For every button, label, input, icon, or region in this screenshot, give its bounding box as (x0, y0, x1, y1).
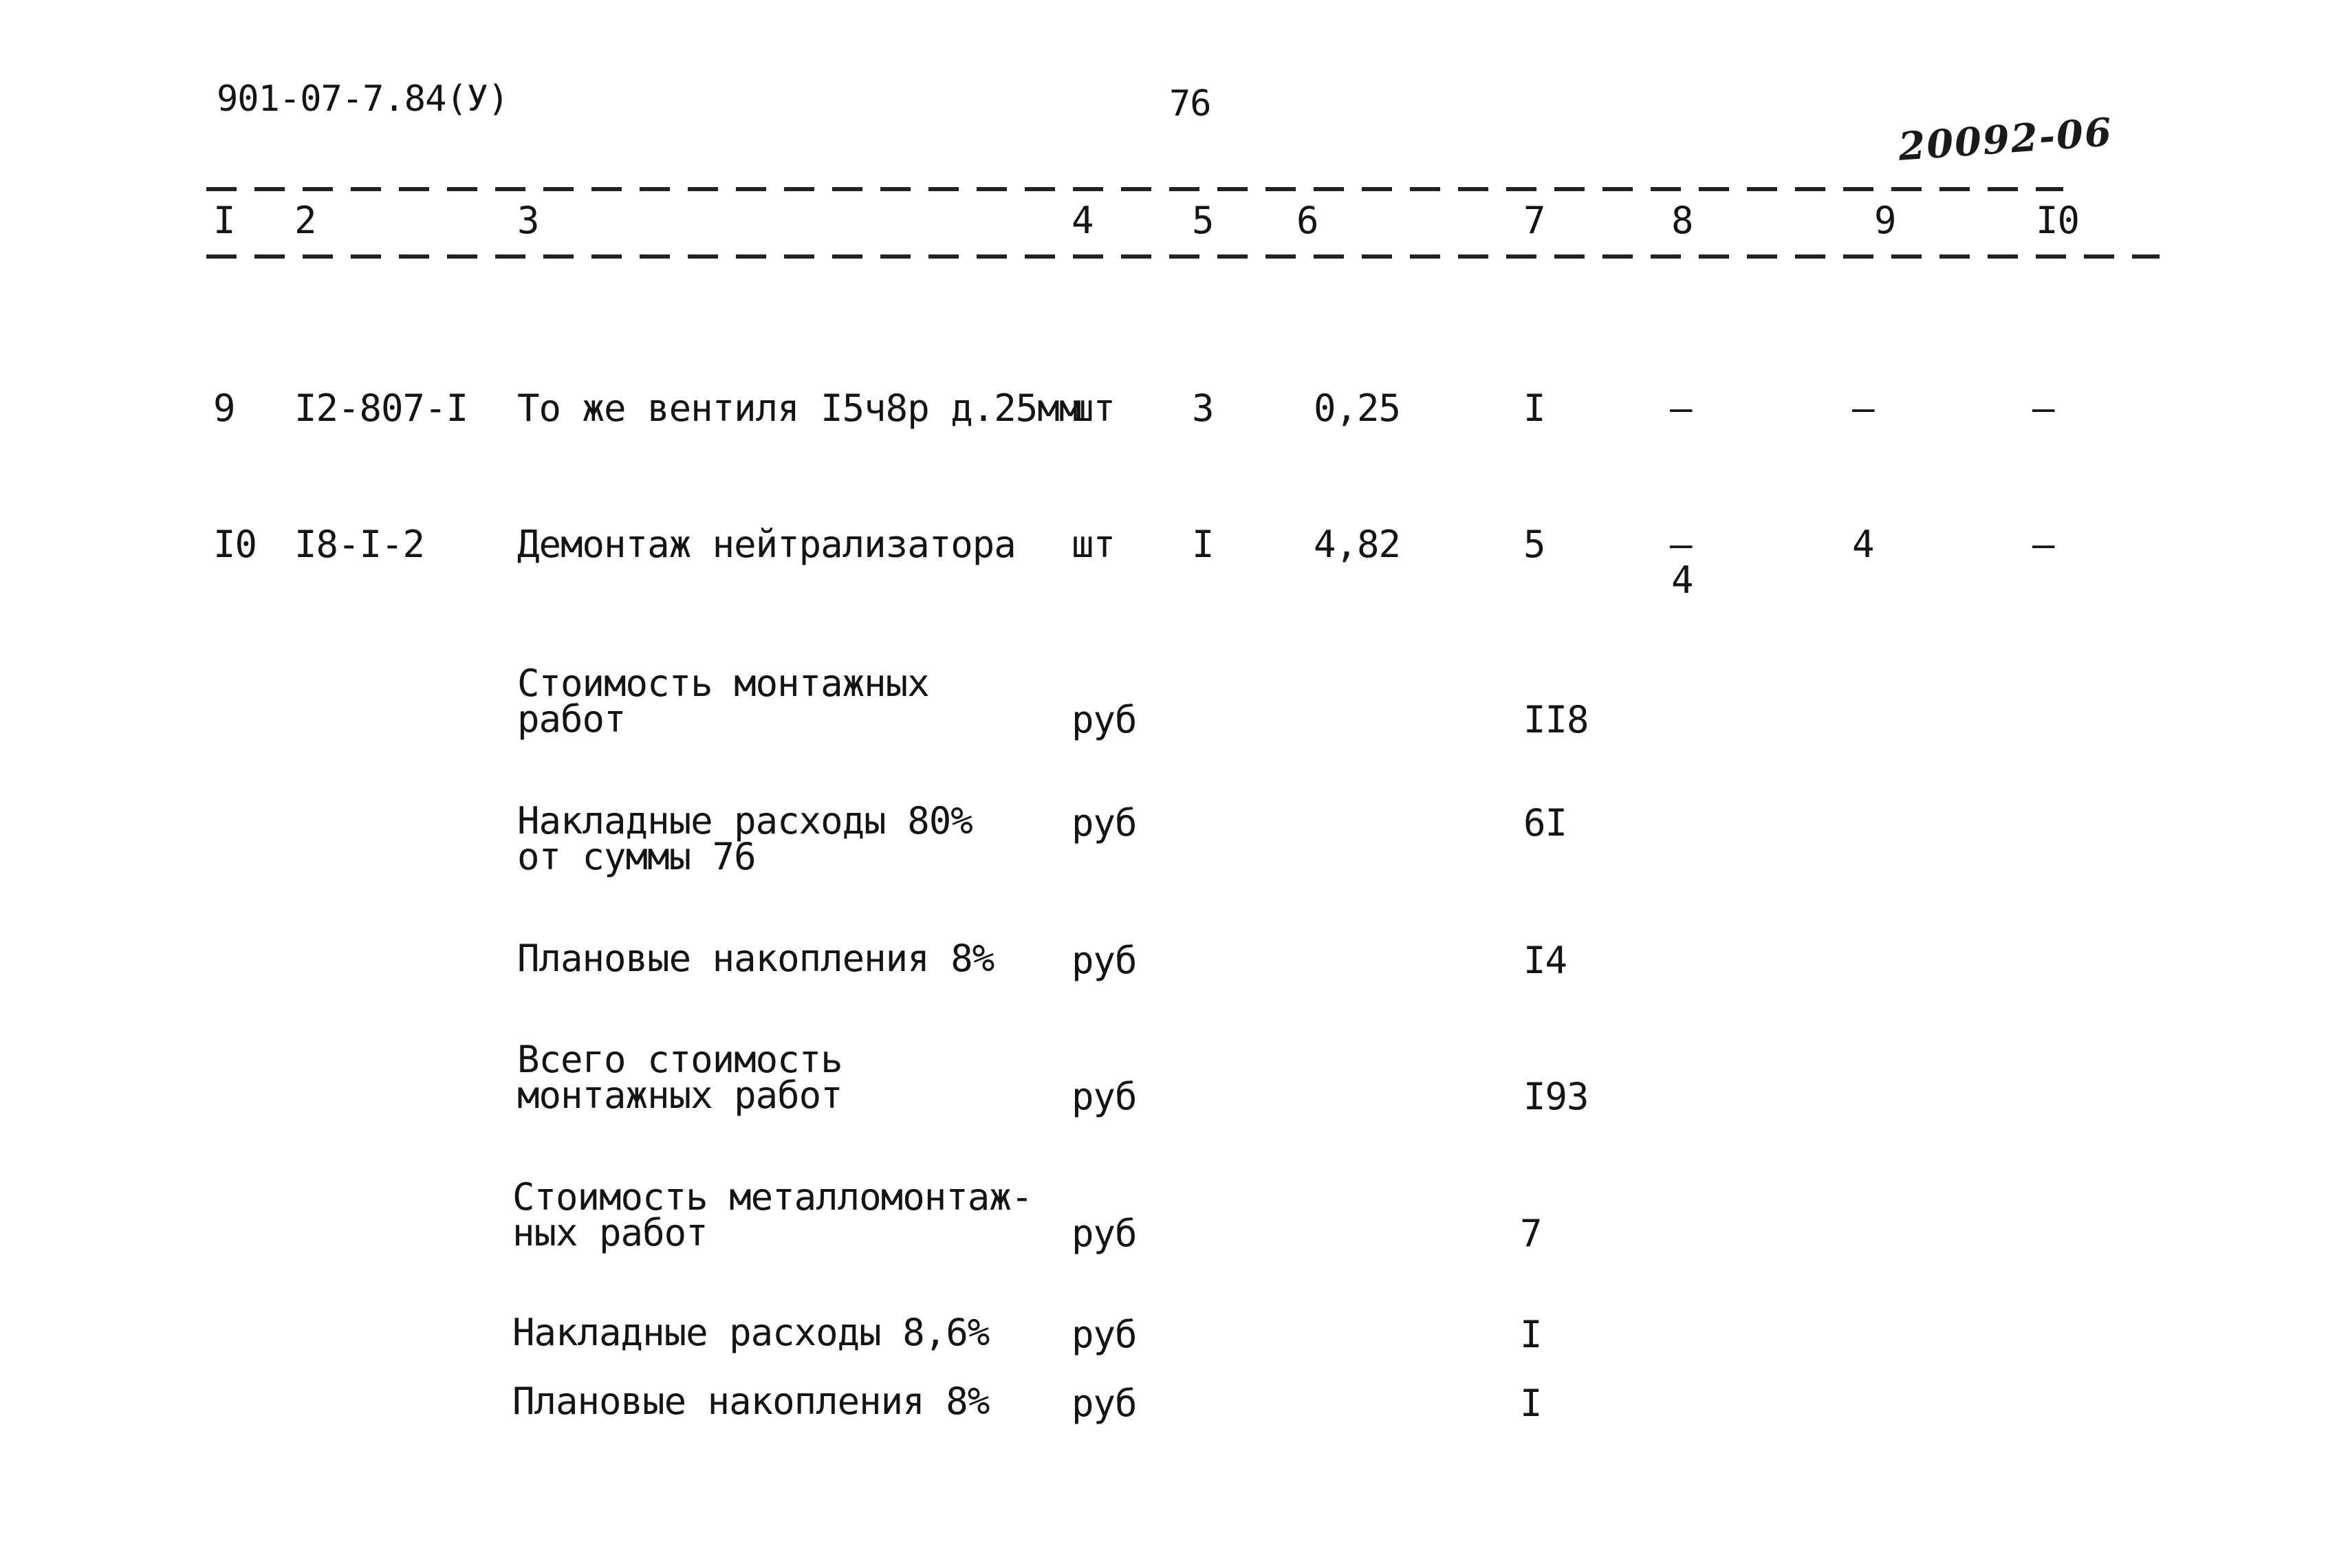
row-quantity: I (1192, 523, 1214, 566)
col-header-2: 2 (294, 199, 316, 242)
summary-label: Накладные расходы 8,6% (512, 1311, 990, 1354)
summary-label: Плановые накопления 8% (512, 1380, 990, 1423)
row-col6: 4,82 (1314, 523, 1401, 566)
row-col6: 0,25 (1314, 386, 1401, 430)
row-col9: 4 (1852, 523, 1874, 566)
row-col9: – (1852, 386, 1874, 430)
summary-label: Накладные расходы 80% от суммы 76 (517, 799, 972, 878)
col-header-10: I0 (2036, 199, 2080, 242)
row-description: То же вентиля I5ч8р д.25мм (517, 386, 1081, 430)
summary-unit: руб (1072, 698, 1137, 741)
handwritten-number: 20092-06 (1897, 109, 2114, 170)
summary-label: Стоимость монтажных работ (517, 662, 929, 741)
row-number: 9 (213, 386, 235, 430)
summary-label: Плановые накопления 8% (517, 937, 994, 980)
summary-value: I (1520, 1313, 1542, 1356)
col-header-5: 5 (1192, 199, 1214, 242)
row-col8: – (1670, 523, 1692, 566)
header-top-rule (206, 187, 2063, 191)
row-description: Демонтаж нейтрализатора (517, 523, 1016, 566)
page-number: 76 (1169, 83, 1211, 124)
col-header-4: 4 (1072, 199, 1094, 242)
summary-value: I93 (1523, 1075, 1589, 1118)
summary-value: 6I (1523, 801, 1567, 845)
summary-unit: руб (1072, 1212, 1137, 1255)
row-unit: шт (1072, 386, 1116, 430)
summary-label: Стоимость металломонтаж- ных работ (512, 1175, 1033, 1254)
summary-value: I4 (1523, 939, 1567, 982)
row-unit: шт (1072, 523, 1116, 566)
row-col7: I (1523, 386, 1545, 430)
col-header-3: 3 (517, 199, 539, 242)
doc-code: 901-07-7.84(У) (217, 78, 509, 120)
summary-unit: руб (1072, 1075, 1137, 1118)
summary-value: I (1520, 1382, 1542, 1425)
row-col10: – (2032, 523, 2054, 566)
row-col7: 5 (1523, 523, 1545, 566)
header-bottom-rule (206, 254, 2160, 259)
summary-unit: руб (1072, 1313, 1137, 1356)
row-code: I2-807-I (294, 386, 468, 430)
col-header-6: 6 (1296, 199, 1318, 242)
summary-unit: руб (1072, 1382, 1137, 1425)
col-header-8: 8 (1671, 199, 1693, 242)
row-number: I0 (213, 523, 257, 566)
summary-unit: руб (1072, 801, 1137, 845)
col-header-7: 7 (1523, 199, 1545, 242)
row-quantity: 3 (1192, 386, 1214, 430)
row-col10: – (2032, 386, 2054, 430)
col-header-1: I (213, 199, 235, 242)
summary-unit: руб (1072, 939, 1137, 982)
summary-value: II8 (1523, 698, 1589, 741)
summary-value: 7 (1520, 1212, 1542, 1255)
row-col8-sub: 4 (1671, 558, 1693, 602)
summary-label: Всего стоимость монтажных работ (517, 1038, 843, 1117)
col-header-9: 9 (1874, 199, 1896, 242)
row-col8: – (1670, 386, 1692, 430)
row-code: I8-I-2 (294, 523, 425, 566)
